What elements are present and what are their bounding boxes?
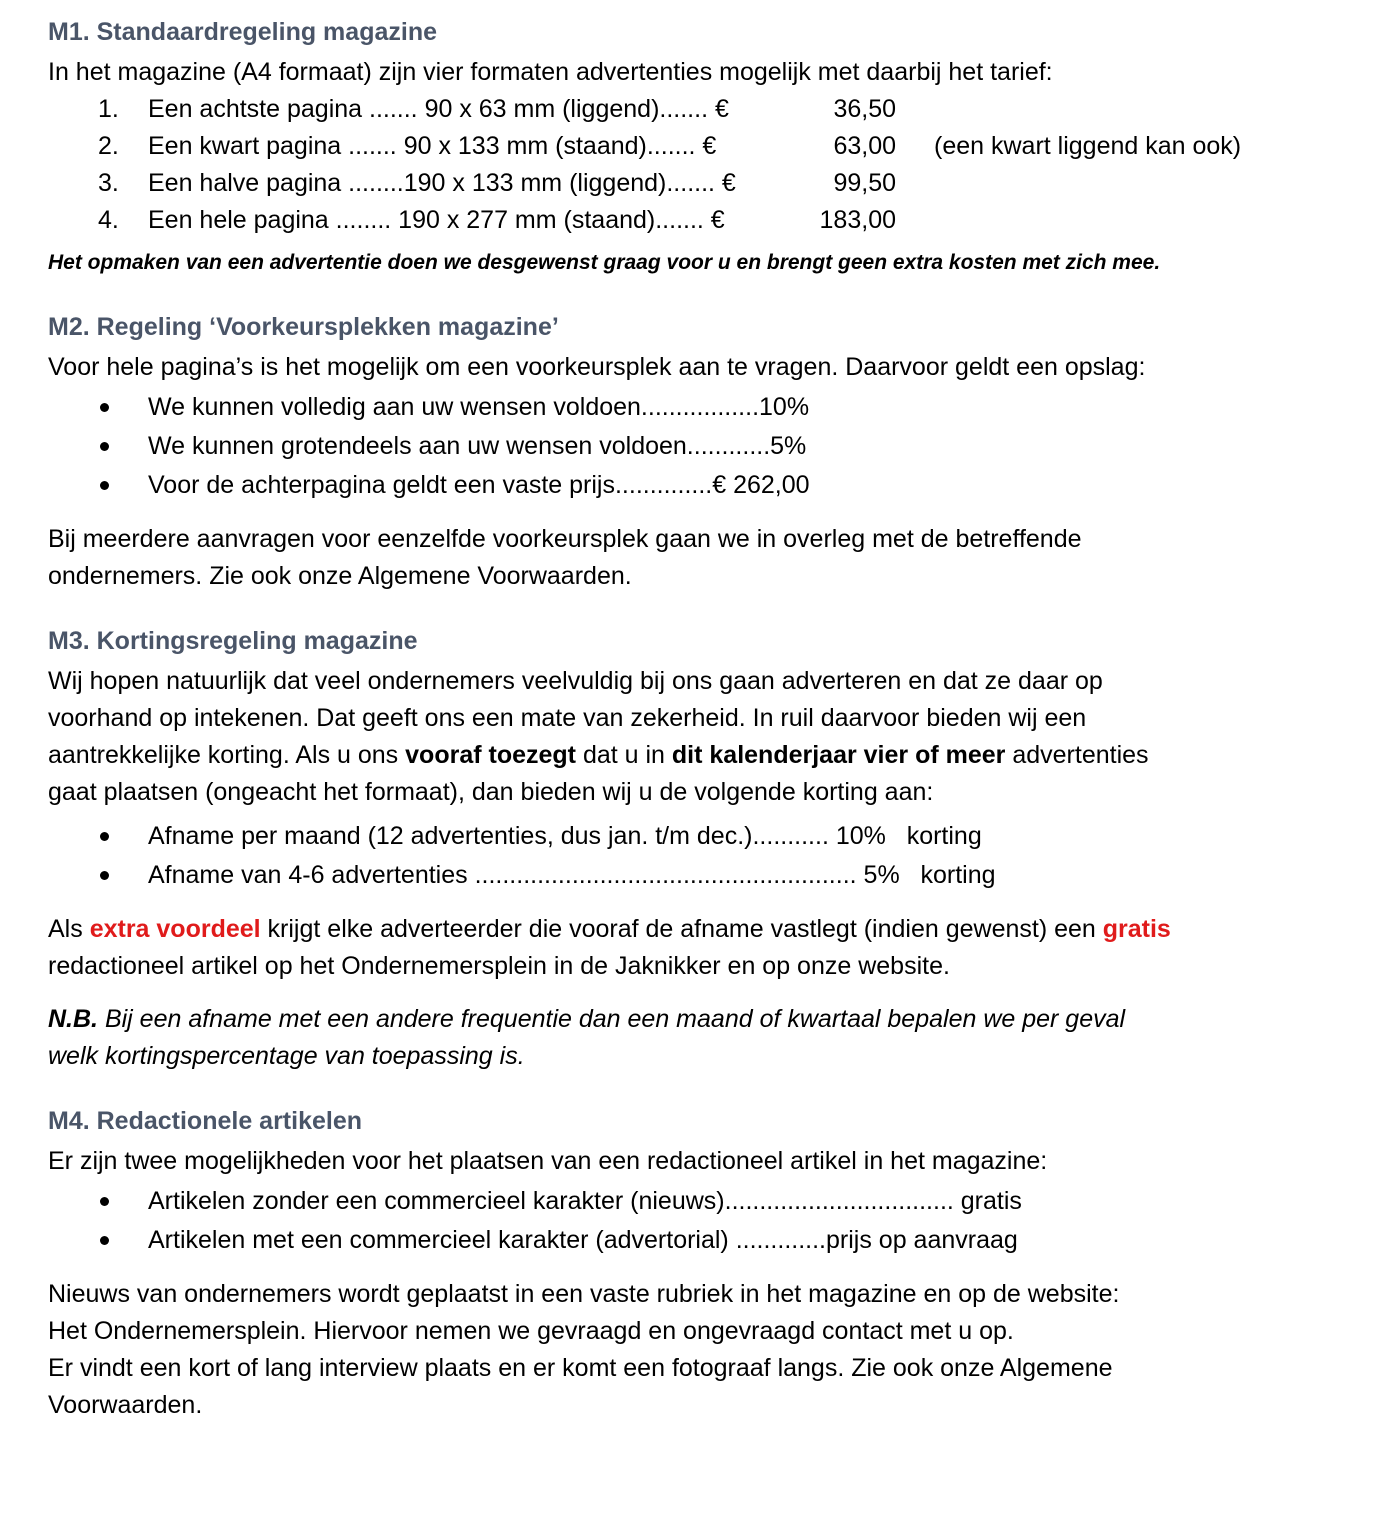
list-item: 2. Een kwart pagina ....... 90 x 133 mm (staand)....... € 63,00 (een kwart liggend kan ook) bbox=[98, 132, 1242, 160]
m2-surcharge-list bbox=[48, 388, 1348, 505]
m3-advantage-line: Als extra voordeel krijgt elke adverteerder die vooraf de afname vastlegt (indien gewenst) een gratis bbox=[48, 915, 1171, 943]
m1-intro: In het magazine (A4 formaat) zijn vier formaten advertenties mogelijk met daarbij het tarief: bbox=[48, 58, 1053, 86]
extra-voordeel-highlight: extra voordeel bbox=[89, 915, 261, 943]
m4-paragraph-line: Het Ondernemersplein. Hiervoor nemen we gevraagd en ongevraagd contact met u op. bbox=[48, 1317, 1014, 1345]
section-heading-m3: M3. Kortingsregeling magazine bbox=[48, 627, 418, 655]
list-item: Voor de achterpagina geldt een vaste prijs..............€ 262,00 bbox=[48, 466, 1348, 505]
bullet-icon bbox=[100, 403, 109, 412]
m3-paragraph-line: gaat plaatsen (ongeacht het formaat), dan bieden wij u de volgende korting aan: bbox=[48, 778, 934, 806]
list-item: 3. Een halve pagina ........190 x 133 mm (liggend)....... € 99,50 bbox=[98, 169, 896, 197]
document-page bbox=[48, 14, 1348, 1424]
section-heading-m2: M2. Regeling ‘Voorkeursplekken magazine’ bbox=[48, 313, 559, 341]
bullet-icon bbox=[100, 871, 109, 880]
list-item: Afname van 4-6 advertenties ....................................................... 5% korting bbox=[48, 856, 1348, 895]
m4-paragraph-line: Voorwaarden. bbox=[48, 1391, 203, 1419]
list-item: 1. Een achtste pagina ....... 90 x 63 mm (liggend)....... € 36,50 bbox=[98, 95, 896, 123]
m3-paragraph-line: Wij hopen natuurlijk dat veel ondernemers veelvuldig bij ons gaan adverteren en dat ze daar op bbox=[48, 667, 1103, 695]
m1-note: Het opmaken van een advertentie doen we desgewenst graag voor u en brengt geen extra kosten met zich mee. bbox=[48, 251, 1161, 274]
bullet-icon bbox=[100, 442, 109, 451]
m4-paragraph-line: Er vindt een kort of lang interview plaats en er komt een fotograaf langs. Zie ook onze Algemene bbox=[48, 1354, 1113, 1382]
bullet-icon bbox=[100, 481, 109, 490]
list-item: Afname per maand (12 advertenties, dus jan. t/m dec.)........... 10% korting bbox=[48, 817, 1348, 856]
m3-paragraph-line: voorhand op intekenen. Dat geeft ons een mate van zekerheid. In ruil daarvoor bieden wij een bbox=[48, 704, 1087, 732]
list-item: Artikelen met een commercieel karakter (advertorial) .............prijs op aanvraag bbox=[48, 1221, 1348, 1260]
bullet-icon bbox=[100, 1197, 109, 1206]
list-item: Artikelen zonder een commercieel karakter (nieuws)................................. gratis bbox=[48, 1182, 1348, 1221]
list-item: We kunnen volledig aan uw wensen voldoen.................10% bbox=[48, 388, 1348, 427]
bullet-icon bbox=[100, 1236, 109, 1245]
m3-advantage-line: redactioneel artikel op het Ondernemersplein in de Jaknikker en op onze website. bbox=[48, 952, 950, 980]
bullet-icon bbox=[100, 832, 109, 841]
m4-article-list bbox=[48, 1182, 1348, 1260]
m2-paragraph-line: Bij meerdere aanvragen voor eenzelfde voorkeursplek gaan we in overleg met de betreffende bbox=[48, 525, 1082, 553]
m1-price-list bbox=[48, 91, 1348, 239]
m4-intro: Er zijn twee mogelijkheden voor het plaatsen van een redactioneel artikel in het magazine: bbox=[48, 1147, 1048, 1175]
m3-discount-list bbox=[48, 817, 1348, 895]
list-item: 4. Een hele pagina ........ 190 x 277 mm (staand)....... € 183,00 bbox=[98, 206, 896, 234]
m2-paragraph-line: ondernemers. Zie ook onze Algemene Voorwaarden. bbox=[48, 562, 632, 590]
m3-nb-line: welk kortingspercentage van toepassing is. bbox=[48, 1042, 525, 1070]
m4-paragraph-line: Nieuws van ondernemers wordt geplaatst in een vaste rubriek in het magazine en op de website: bbox=[48, 1280, 1120, 1308]
m2-intro: Voor hele pagina’s is het mogelijk om een voorkeursplek aan te vragen. Daarvoor geldt een opslag: bbox=[48, 353, 1146, 381]
m3-paragraph-line: aantrekkelijke korting. Als u ons vooraf toezegt dat u in dit kalenderjaar vier of meer advertenties bbox=[48, 741, 1149, 769]
section-heading-m4: M4. Redactionele artikelen bbox=[48, 1107, 363, 1135]
section-heading-m1: M1. Standaardregeling magazine bbox=[48, 18, 437, 46]
list-item: We kunnen grotendeels aan uw wensen voldoen............5% bbox=[48, 427, 1348, 466]
m3-nb-line: N.B. Bij een afname met een andere frequentie dan een maand of kwartaal bepalen we per geval bbox=[48, 1005, 1126, 1033]
gratis-highlight: gratis bbox=[1102, 915, 1171, 943]
